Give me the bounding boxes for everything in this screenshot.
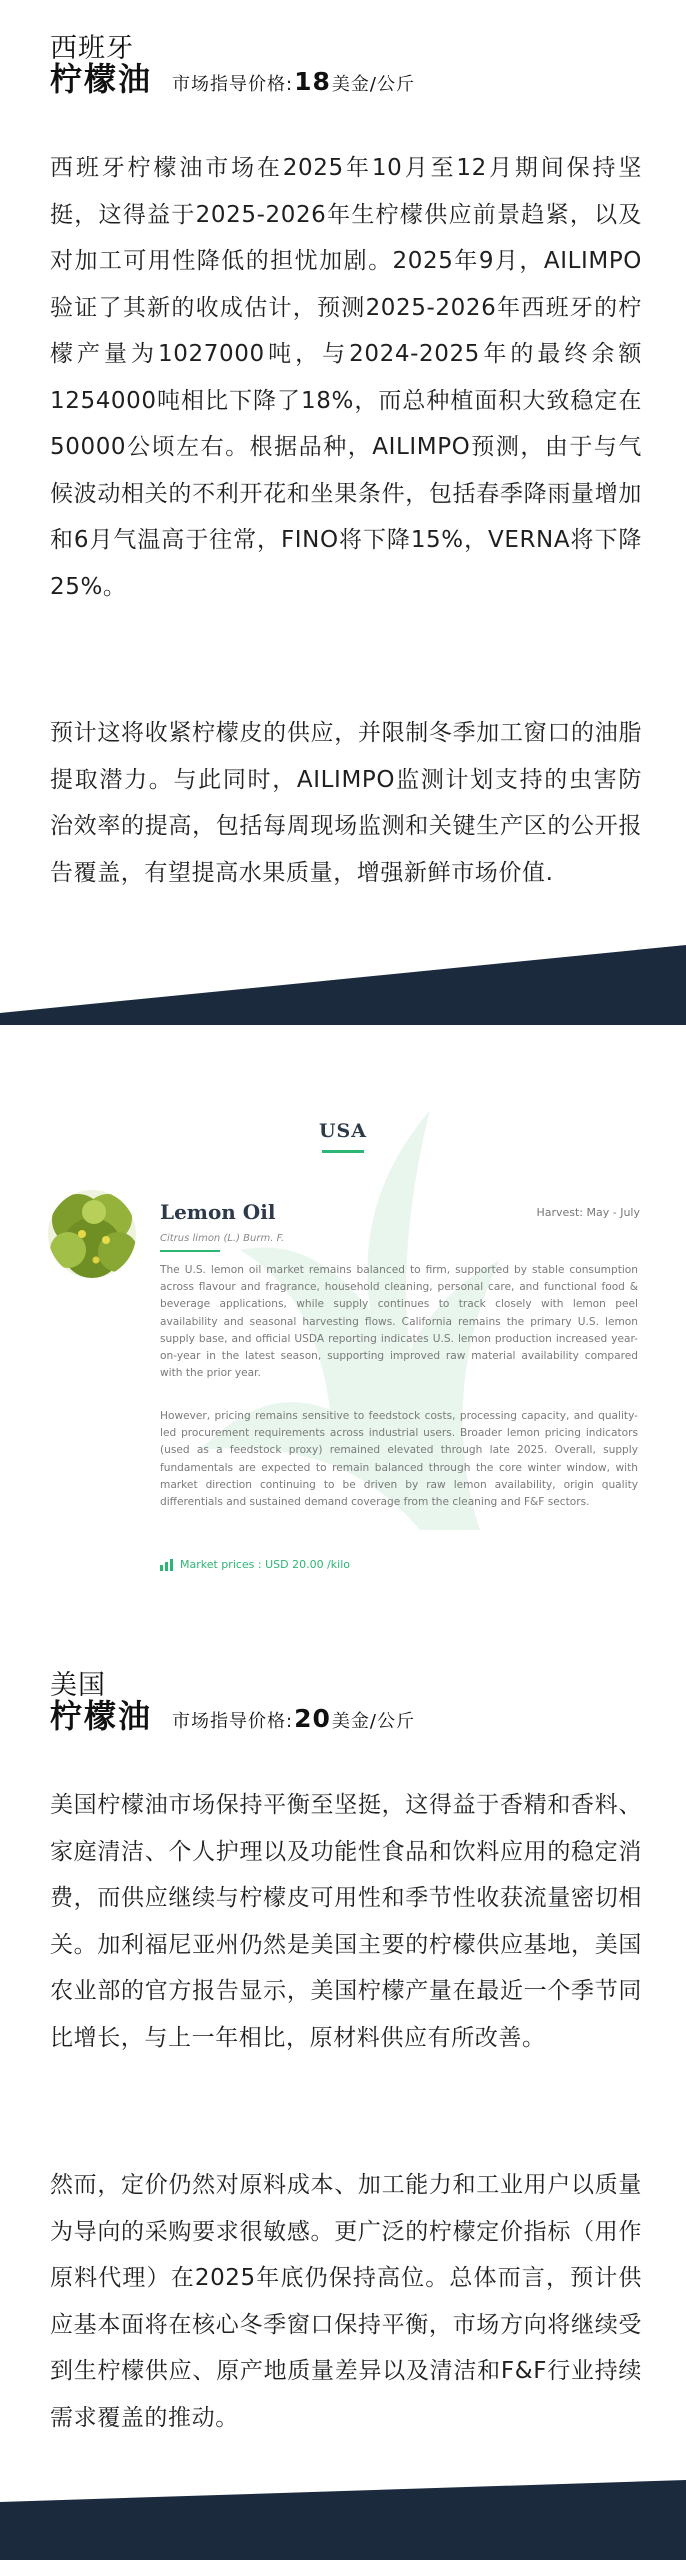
section-divider (0, 945, 686, 1025)
card-product-name: Lemon Oil (160, 1200, 276, 1224)
spain-paragraph-1: 西班牙柠檬油市场在2025年10月至12月期间保持坚挺，这得益于2025-2026年生柠檬供应前景趋紧，以及对加工可用性降低的担忧加剧。2025年9月，AILIMPO验证了其新的收成估计，预测2025-2026年西班牙的柠檬产量为1027000吨，与2024-2025年的最终余额1254000吨相比下降了18%，而总种植面积大致稳定在50000公顷左右。根据品种，AILIMPO预测，由于与气候波动相关的不利开花和坐果条件，包括春季降雨量增加和6月气温高于往常，FINO将下降15%，VERNA将下降25%。 (50, 155, 642, 600)
footer-divider (0, 2480, 686, 2560)
usa-country-label: 美国 (50, 1670, 106, 1701)
spain-paragraph-2: 预计这将收紧柠檬皮的供应，并限制冬季加工窗口的油脂提取潜力。与此同时，AILIMPO监测计划支持的虫害防治效率的提高，包括每周现场监测和关键生产区的公开报告覆盖，有望提高水果质量，增强新鲜市场价值. (50, 720, 642, 886)
card-title: USA (318, 1120, 368, 1142)
usa-product-name: 柠檬油 (50, 1691, 158, 1739)
card-title-underline (322, 1150, 364, 1153)
card-market-price: Market prices : USD 20.00 /kilo (160, 1558, 350, 1571)
card-paragraph-2: However, pricing remains sensitive to feedstock costs, processing capacity, and quality-led procurement requirements across industrial users. Broader lemon pricing indicators (used as a feedstock proxy) remained elevated through late 2025. Overall, supply fundamentals are expected to remain balanced through the core winter window, with market direction continuing to be driven by raw lemon availability, origin quality differentials and sustained demand coverage from the cleaning and F&F sectors. (160, 1410, 638, 1509)
card-paragraph-1: The U.S. lemon oil market remains balanced to firm, supported by stable consumption across flavour and fragrance, household cleaning, personal care, and functional food & beverage applications, while supply continues to track closely with lemon peel availability and seasonal harvesting flows. California remains the primary U.S. lemon supply base, and official USDA reporting indicates U.S. lemon production increased year-on-year in the latest season, supporting improved raw material availability compared with the prior year. (160, 1264, 638, 1380)
card-name-underline (160, 1250, 220, 1252)
usa-info-card (0, 1090, 686, 1630)
lemon-tree-image (48, 1190, 136, 1278)
card-latin-name: Citrus limon (L.) Burm. F. (160, 1233, 285, 1244)
spain-country-label: 西班牙 (50, 33, 134, 64)
spain-price: 市场指导价格:18美金/公斤 (172, 67, 415, 96)
usa-product-header (50, 1697, 415, 1739)
usa-paragraph-2: 然而，定价仍然对原料成本、加工能力和工业用户以质量为导向的采购要求很敏感。更广泛的柠檬定价指标（用作原料代理）在2025年底仍保持高位。总体而言，预计供应基本面将在核心冬季窗口保持平衡，市场方向将继续受到生柠檬供应、原产地质量差异以及清洁和F&F行业持续需求覆盖的推动。 (50, 2172, 642, 2431)
usa-price: 市场指导价格:20美金/公斤 (172, 1704, 415, 1733)
chart-icon (160, 1559, 174, 1571)
usa-paragraph-1: 美国柠檬油市场保持平衡至坚挺，这得益于香精和香料、家庭清洁、个人护理以及功能性食品和饮料应用的稳定消费，而供应继续与柠檬皮可用性和季节性收获流量密切相关。加利福尼亚州仍然是美国主要的柠檬供应基地，美国农业部的官方报告显示，美国柠檬产量在最近一个季节同比增长，与上一年相比，原材料供应有所改善。 (50, 1792, 642, 2051)
card-harvest-period: Harvest: May - July (536, 1206, 640, 1219)
spain-product-name: 柠檬油 (50, 54, 158, 102)
spain-product-header (50, 60, 415, 102)
